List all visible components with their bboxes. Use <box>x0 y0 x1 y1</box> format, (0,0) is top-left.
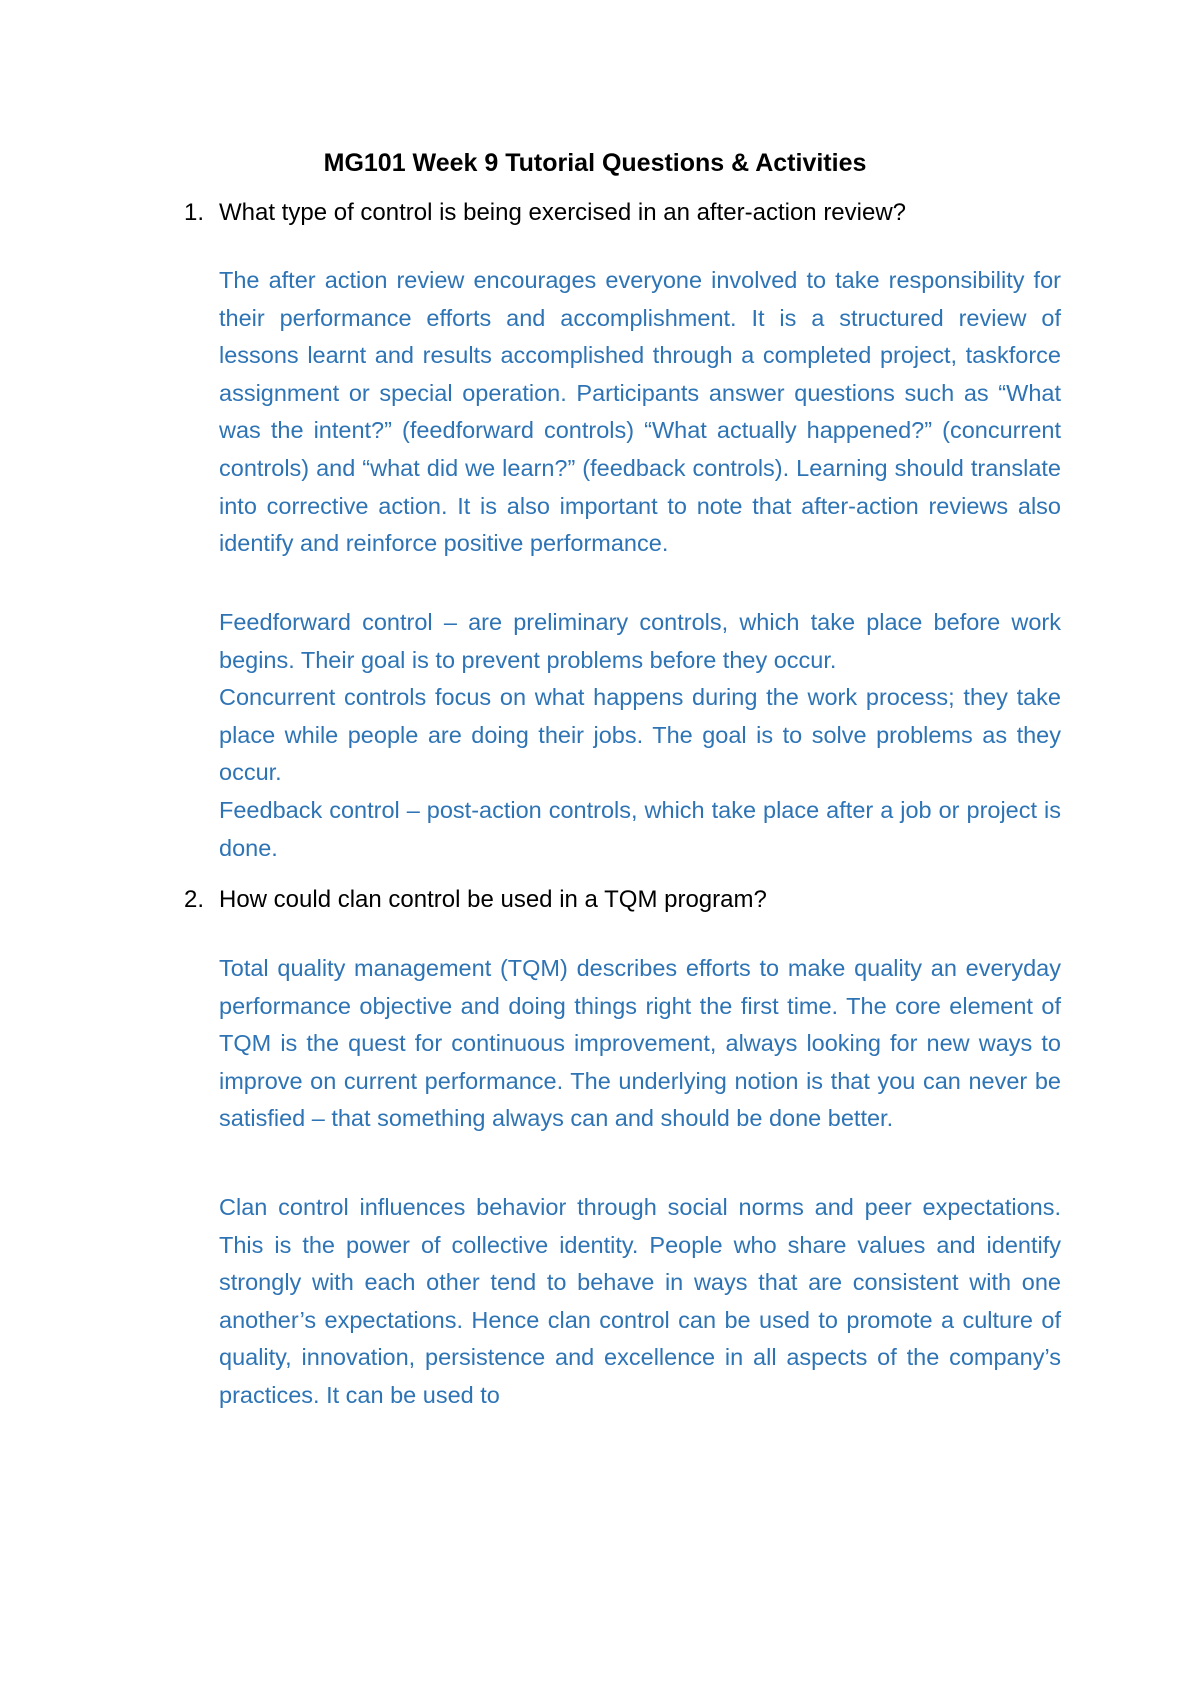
answer-2-tqm <box>219 950 1061 1138</box>
answer-1-definitions <box>219 604 1061 867</box>
document-title-text: MG101 Week 9 Tutorial Questions & Activities <box>323 149 867 177</box>
feedback-definition: Feedback control – post-action controls, which take place after a job or project is done. <box>219 796 1061 861</box>
answer-1-intro-text: The after action review encourages everyone involved to take responsibility for their performance efforts and accomplishment. It is a structured review of lessons learnt and results accomplished through a completed project, taskforce assignment or special operation. Participants answer questions such as “What was the intent?” (feedforward controls) “What actually happened?” (concurrent controls) and “what did we learn?” (feedback controls). Learning should translate into corrective action. It is also important to note that after-action reviews also identify and reinforce positive performance. <box>219 267 1061 557</box>
answer-2-tqm-text: Total quality management (TQM) describes efforts to make quality an everyday performance objective and doing things right the first time. The core element of TQM is the quest for continuous improvement, always looking for new ways to improve on current performance. The underlying notion is that you can never be satisfied – that something always can and should be done better. <box>219 955 1061 1132</box>
question-2-number: 2. <box>184 886 205 913</box>
document-title <box>0 146 1200 180</box>
answer-2-clan <box>219 1189 1061 1415</box>
feedforward-definition: Feedforward control – are preliminary controls, which take place before work begins. Their goal is to prevent problems before they occur. <box>219 609 1061 673</box>
concurrent-definition: Concurrent controls focus on what happens during the work process; they take place while people are doing their jobs. The goal is to solve problems as they occur. <box>219 684 1061 786</box>
question-1-number: 1. <box>184 199 205 226</box>
question-1-text: What type of control is being exercised in an after-action review? <box>219 199 907 226</box>
answer-1-intro <box>219 262 1061 563</box>
answer-2-clan-text: Clan control influences behavior through social norms and peer expectations. This is the power of collective identity. People who share values and identify strongly with each other tend to behave in ways that are consistent with one another’s expectations. Hence clan control can be used to promote a culture of quality, innovation, persistence and excellence in all aspects of the company’s practices. It can be used to <box>219 1194 1061 1408</box>
question-2-text: How could clan control be used in a TQM program? <box>219 886 767 913</box>
